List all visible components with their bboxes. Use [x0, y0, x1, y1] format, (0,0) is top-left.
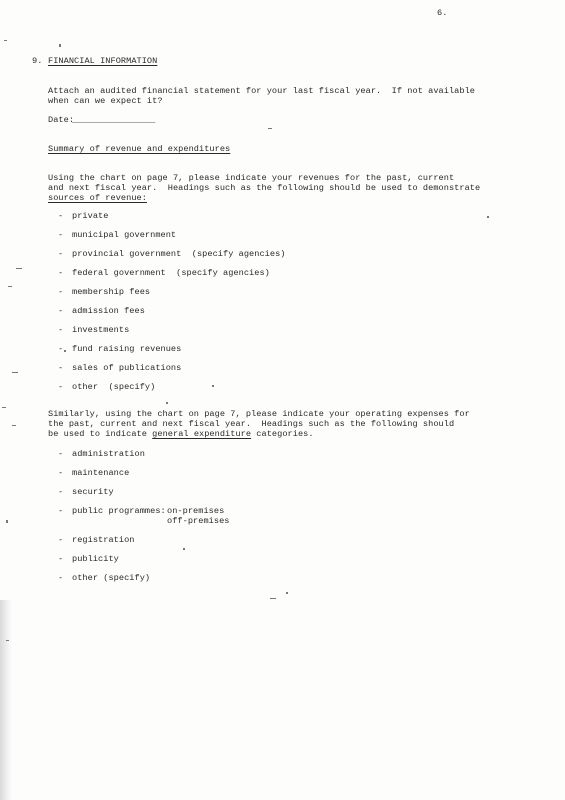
expense-item: registration — [72, 535, 135, 545]
expense-item: security — [72, 487, 114, 497]
scan-speck — [6, 640, 9, 641]
expense-bullet: - — [58, 487, 64, 497]
scan-speck — [286, 592, 288, 594]
date-label: Date: — [48, 115, 75, 125]
expense-item: maintenance — [72, 468, 130, 478]
revenue-intro-line-3: sources of revenue: — [48, 193, 147, 203]
revenue-bullet: - — [58, 382, 64, 392]
revenue-intro-line-2: and next fiscal year. Headings such as the following should be used to demonstrate — [48, 183, 481, 193]
revenue-item: provincial government (specify agencies) — [72, 249, 286, 259]
scan-speck — [4, 40, 7, 41]
scan-speck — [270, 598, 276, 599]
expense-intro-line-1: Similarly, using the chart on page 7, please indicate your operating expenses for — [48, 409, 470, 419]
programme-sub-on: on-premises — [167, 506, 225, 516]
scan-speck — [12, 372, 18, 373]
scan-speck — [12, 425, 16, 426]
revenue-bullet: - — [58, 306, 64, 316]
audit-line-1: Attach an audited financial statement for your last fiscal year. If not available — [48, 86, 475, 96]
section-title: FINANCIAL INFORMATION — [48, 56, 158, 66]
expense-item: administration — [72, 449, 145, 459]
revenue-bullet: - — [58, 268, 64, 278]
expense-bullet: - — [58, 573, 64, 583]
scan-edge-shadow — [0, 600, 12, 800]
scan-speck — [166, 402, 168, 404]
revenue-bullet: - — [58, 344, 64, 354]
scan-speck — [487, 216, 489, 218]
revenue-item: admission fees — [72, 306, 145, 316]
expense-intro-line-3 — [48, 429, 314, 439]
revenue-item: other (specify) — [72, 382, 156, 392]
revenue-bullet: - — [58, 230, 64, 240]
revenue-item: municipal government — [72, 230, 177, 240]
expense-item: public programmes: — [72, 506, 166, 516]
programme-sub-off: off-premises — [167, 516, 230, 526]
scan-speck — [212, 385, 214, 387]
expense-item: other (specify) — [72, 573, 151, 583]
revenue-bullet: - — [58, 211, 64, 221]
scan-speck — [8, 286, 12, 287]
expense-bullet: - — [58, 468, 64, 478]
expense-bullet: - — [58, 535, 64, 545]
page-number: 6. — [437, 8, 448, 18]
scan-speck — [64, 350, 66, 352]
expense-intro-line-3-pre: be used to indicate — [48, 429, 153, 439]
expense-bullet: - — [58, 554, 64, 564]
revenue-item: federal government (specify agencies) — [72, 268, 270, 278]
expense-intro-line-2: the past, current and next fiscal year. Headings such as the following should — [48, 419, 455, 429]
scan-speck — [6, 520, 8, 523]
section-number: 9. — [32, 56, 43, 66]
expense-intro-line-3-post: categories. — [251, 429, 314, 439]
scan-speck — [2, 407, 6, 408]
revenue-item: investments — [72, 325, 130, 335]
revenue-item: fund raising revenues — [72, 344, 182, 354]
revenue-bullet: - — [58, 363, 64, 373]
expense-bullet: - — [58, 449, 64, 459]
scan-speck — [183, 548, 185, 550]
scan-speck — [59, 44, 61, 47]
audit-line-2: when can we expect it? — [48, 96, 163, 106]
revenue-bullet: - — [58, 287, 64, 297]
scan-speck — [268, 128, 272, 129]
expense-intro-underlined: general expenditure — [152, 429, 252, 439]
revenue-intro-line-1: Using the chart on page 7, please indicate your revenues for the past, current — [48, 173, 455, 183]
summary-heading: Summary of revenue and expenditures — [48, 144, 231, 154]
revenue-item: membership fees — [72, 287, 151, 297]
expense-item: publicity — [72, 554, 119, 564]
date-blank-line: ________________ — [72, 115, 156, 125]
revenue-item: sales of publications — [72, 363, 182, 373]
revenue-bullet: - — [58, 325, 64, 335]
scan-speck — [16, 268, 22, 269]
revenue-bullet: - — [58, 249, 64, 259]
expense-bullet: - — [58, 506, 64, 516]
revenue-item: private — [72, 211, 109, 221]
